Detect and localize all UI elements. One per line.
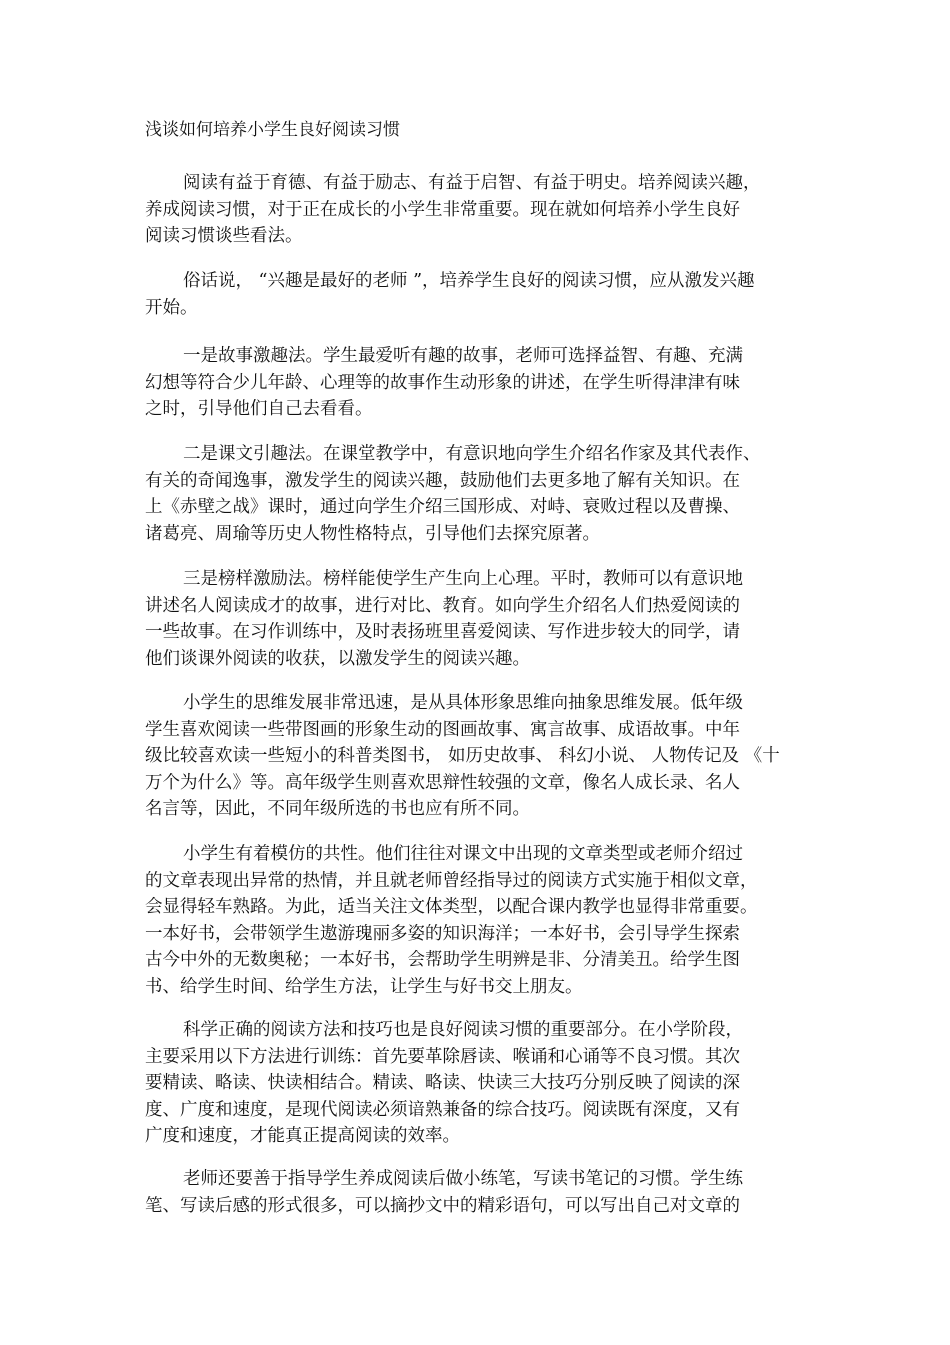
paragraph xyxy=(145,566,815,672)
paragraph xyxy=(145,841,815,1000)
paragraph-line: 古今中外的无数奥秘；一本好书，会帮助学生明辨是非、分清美丑。给学生图 xyxy=(145,950,740,970)
paragraph xyxy=(145,343,815,423)
paragraph-line: 科学正确的阅读方法和技巧也是良好阅读习惯的重要部分。在小学阶段， xyxy=(183,1020,743,1040)
paragraph-line: 有关的奇闻逸事，激发学生的阅读兴趣，鼓励他们去更多地了解有关知识。在 xyxy=(145,470,740,491)
paragraph-line: 一些故事。在习作训练中，及时表扬班里喜爱阅读、写作进步较大的同学，请 xyxy=(145,622,740,642)
paragraph-line: 广度和速度，才能真正提高阅读的效率。 xyxy=(145,1126,460,1146)
paragraph-line: 讲述名人阅读成才的故事，进行对比、教育。如向学生介绍名人们热爱阅读的 xyxy=(145,595,740,616)
paragraph-line: 俗话说， “兴趣是最好的老师 ”，培养学生良好的阅读习惯，应从激发兴趣 xyxy=(183,271,755,291)
paragraph-line: 一本好书，会带领学生遨游瑰丽多姿的知识海洋；一本好书，会引导学生探索 xyxy=(145,923,740,944)
paragraph-line: 小学生的思维发展非常迅速，是从具体形象思维向抽象思维发展。低年级 xyxy=(183,693,743,713)
paragraph-line: 一是故事激趣法。学生最爱听有趣的故事，老师可选择益智、有趣、充满 xyxy=(183,346,743,366)
paragraph-line: 养成阅读习惯，对于正在成长的小学生非常重要。现在就如何培养小学生良好 xyxy=(145,199,740,220)
paragraph xyxy=(145,1017,815,1150)
paragraph-line: 的文章表现出异常的热情，并且就老师曾经指导过的阅读方式实施于相似文章， xyxy=(145,870,758,891)
document-title: 浅谈如何培养小学生良好阅读习惯 xyxy=(145,120,400,140)
paragraph-line: 开始。 xyxy=(145,297,198,318)
paragraph-line: 要精读、略读、快读相结合。精读、略读、快读三大技巧分别反映了阅读的深 xyxy=(145,1073,740,1093)
paragraph-line: 度、广度和速度，是现代阅读必须谙熟兼备的综合技巧。阅读既有深度，又有 xyxy=(145,1099,740,1120)
paragraph-line: 三是榜样激励法。榜样能使学生产生向上心理。平时，教师可以有意识地 xyxy=(183,569,743,589)
paragraph-line: 级比较喜欢读一些短小的科普类图书， 如历史故事、 科幻小说、 人物传记及 《十 xyxy=(145,746,780,766)
paragraph xyxy=(145,690,815,823)
paragraph xyxy=(145,441,815,547)
paragraph-line: 学生喜欢阅读一些带图画的形象生动的图画故事、寓言故事、成语故事。中年 xyxy=(145,719,740,740)
paragraph-line: 之时，引导他们自己去看看。 xyxy=(145,399,373,419)
paragraph xyxy=(145,170,815,250)
paragraph-line: 书、给学生时间、给学生方法，让学生与好书交上朋友。 xyxy=(145,976,583,997)
paragraph-line: 诸葛亮、周瑜等历史人物性格特点，引导他们去探究原著。 xyxy=(145,523,600,544)
paragraph-line: 幻想等符合少儿年龄、心理等的故事作生动形象的讲述，在学生听得津津有味 xyxy=(145,372,740,393)
paragraph-line: 会显得轻车熟路。为此，适当关注文体类型，以配合课内教学也显得非常重要。 xyxy=(145,897,758,917)
paragraph-line: 小学生有着模仿的共性。他们往往对课文中出现的文章类型或老师介绍过 xyxy=(183,844,743,864)
paragraph-line: 阅读有益于育德、有益于励志、有益于启智、有益于明史。培养阅读兴趣， xyxy=(183,173,761,193)
paragraph-line: 主要采用以下方法进行训练：首先要革除唇读、喉诵和心诵等不良习惯。其次 xyxy=(145,1046,740,1067)
paragraph-line: 阅读习惯谈些看法。 xyxy=(145,226,303,246)
paragraph-line: 万个为什么》等。高年级学生则喜欢思辩性较强的文章，像名人成长录、名人 xyxy=(145,772,740,793)
paragraph-line: 他们谈课外阅读的收获，以激发学生的阅读兴趣。 xyxy=(145,648,530,669)
paragraph xyxy=(145,268,815,321)
paragraph-line: 上《赤壁之战》课时，通过向学生介绍三国形成、对峙、衰败过程以及曹操、 xyxy=(145,497,740,517)
paragraph-line: 名言等，因此，不同年级所选的书也应有所不同。 xyxy=(145,799,530,819)
paragraph-line: 老师还要善于指导学生养成阅读后做小练笔，写读书笔记的习惯。学生练 xyxy=(183,1169,743,1189)
paragraph-line: 二是课文引趣法。在课堂教学中，有意识地向学生介绍名作家及其代表作、 xyxy=(183,444,761,464)
paragraph xyxy=(145,1166,815,1219)
paragraph-line: 笔、写读后感的形式很多，可以摘抄文中的精彩语句，可以写出自己对文章的 xyxy=(145,1195,740,1216)
